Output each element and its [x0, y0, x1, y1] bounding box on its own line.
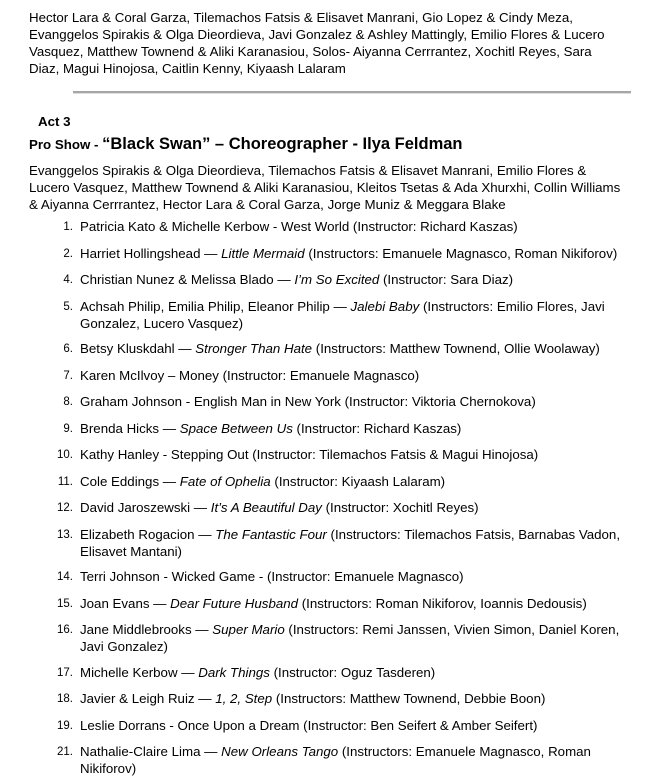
list-item-text — [80, 621, 625, 655]
performance-list-item — [29, 743, 625, 777]
song-title: Jalebi Baby — [350, 298, 420, 314]
list-item-text — [80, 218, 625, 236]
performance-list-item — [29, 473, 625, 491]
song-title: Dear Future Husband — [170, 595, 299, 611]
list-item-number: 6. — [63, 343, 73, 355]
list-item-text — [80, 499, 625, 517]
ensemble-names-paragraph: Hector Lara & Coral Garza, Tilemachos Fatsis & Elisavet Manrani, Gio Lopez & Cindy Meza, Evanggelos Spirakis & Olga Dieordieva, Javi Gonzalez & Ashley Mattingly, Emilio Flores & Lucero Vasquez, Matthew Townend & Aliki Karanasiou, Solos- Aiyanna Cerrrantez, Xochitl Reyes, Sara Diaz, Magui Hinojosa, Caitlin Kenny, Kiyaash Lalaram — [29, 10, 605, 76]
section-divider — [73, 91, 631, 94]
performance-list-item — [29, 568, 625, 586]
list-item-number: 10. — [57, 449, 73, 461]
song-title: It’s A Beautiful Day — [210, 500, 322, 515]
list-item-text — [80, 717, 625, 735]
text-segment: Michelle Kerbow — — [80, 664, 199, 680]
text-segment: Joan Evans — — [80, 595, 171, 611]
text-segment: (Instructors: Emilio Flores, Javi Gonzalez, Lucero Vasquez) — [80, 298, 605, 331]
text-segment: Cole Eddings — — [80, 473, 180, 489]
cast-names-paragraph: Evanggelos Spirakis & Olga Dieordieva, Tilemachos Fatsis & Elisavet Manrani, Emilio Flores & Lucero Vasquez, Matthew Townend & Aliki Karanasiou, Kleitos Tsetas & Ada Xhurxhi, Collin Williams & Aiyanna Cerrrantez, Hector Lara & Coral Garza, Jorge Muniz & Meggara Blake — [29, 163, 621, 212]
show-heading — [29, 134, 625, 155]
song-title: New Orleans Tango — [221, 744, 339, 759]
list-item-text — [80, 743, 625, 777]
text-segment: (Instructors: Roman Nikiforov, Ioannis Dedousis) — [298, 595, 587, 611]
text-segment: Betsy Kluskdahl — — [80, 341, 196, 356]
performance-list-item — [29, 420, 625, 438]
text-segment: (Instructor: Oguz Tasderen) — [269, 664, 436, 680]
song-title: Space Between Us — [179, 420, 293, 436]
list-item-text — [80, 367, 625, 385]
song-title: Fate of Ophelia — [179, 473, 271, 489]
song-title: Super Mario — [212, 622, 285, 637]
text-segment: Javier & Leigh Ruiz — — [80, 691, 216, 706]
song-title: Dark Things — [198, 664, 270, 680]
list-item-number: 21. — [57, 746, 73, 758]
list-item-number: 18. — [57, 693, 73, 705]
list-item-number: 1. — [63, 221, 73, 233]
list-item-number: 14. — [57, 571, 73, 583]
list-item-text — [80, 393, 625, 411]
text-segment: Terri Johnson - Wicked Game - (Instructor: Emanuele Magnasco) — [80, 569, 464, 584]
list-item-text — [80, 271, 625, 289]
list-item-number: 12. — [57, 502, 73, 514]
performance-list-item — [29, 218, 625, 236]
text-segment: Jane Middlebrooks — — [80, 622, 213, 637]
list-item-number: 5. — [63, 300, 73, 313]
text-segment: (Instructors: Tilemachos Fatsis, Barnabas Vadon, Elisavet Mantani) — [80, 526, 621, 559]
performance-list-item — [29, 245, 625, 263]
list-item-number: 13. — [57, 528, 73, 541]
performance-list-item — [29, 393, 625, 411]
list-item-number: 8. — [63, 396, 73, 408]
list-item-text — [80, 340, 625, 358]
list-item-text — [80, 298, 625, 332]
text-segment: Karen McIlvoy – Money (Instructor: Emanuele Magnasco) — [80, 367, 420, 383]
text-segment: (Instructors: Remi Janssen, Vivien Simon, Daniel Koren, Javi Gonzalez) — [80, 622, 620, 654]
text-segment: Kathy Hanley - Stepping Out (Instructor: Tilemachos Fatsis & Magui Hinojosa) — [80, 447, 539, 462]
text-segment: (Instructors: Emanuele Magnasco, Roman Nikiforov) — [80, 744, 591, 776]
text-segment: Leslie Dorrans - Once Upon a Dream (Instructor: Ben Seifert & Amber Seifert) — [80, 717, 538, 733]
performance-list-item — [29, 367, 625, 385]
performance-list — [29, 218, 625, 777]
performance-list-item — [29, 690, 625, 708]
performance-list-item — [29, 717, 625, 735]
text-segment: Harriet Hollingshead — — [80, 245, 222, 261]
performance-list-item — [29, 499, 625, 517]
list-item-text — [80, 420, 625, 438]
list-item-number: 11. — [57, 475, 73, 488]
text-segment: (Instructor: Xochitl Reyes) — [321, 500, 479, 515]
performance-list-item — [29, 446, 625, 464]
text-segment: Achsah Philip, Emilia Philip, Eleanor Philip — — [80, 298, 351, 314]
list-item-text — [80, 664, 625, 682]
text-segment: (Instructors: Emanuele Magnasco, Roman Nikiforov) — [304, 245, 618, 261]
show-heading-prefix: Pro Show - — [29, 137, 103, 152]
performance-list-item — [29, 621, 625, 655]
text-segment: (Instructor: Richard Kaszas) — [292, 420, 462, 436]
song-title: 1, 2, Step — [215, 691, 273, 706]
list-item-text — [80, 446, 625, 464]
song-title: Little Mermaid — [221, 245, 305, 261]
text-segment: Elizabeth Rogacion — — [80, 526, 216, 542]
text-segment: Graham Johnson - English Man in New York (Instructor: Viktoria Chernokova) — [80, 394, 536, 409]
list-item-number: 2. — [63, 247, 73, 260]
text-segment: Christian Nunez & Melissa Blado — — [80, 272, 295, 287]
text-segment: Nathalie-Claire Lima — — [80, 744, 222, 759]
list-item-text — [80, 690, 625, 708]
list-item-text — [80, 526, 625, 560]
performance-list-item — [29, 595, 625, 613]
list-item-number: 4. — [63, 274, 73, 286]
performance-list-item — [29, 664, 625, 682]
list-item-number: 17. — [57, 666, 73, 679]
performance-list-item — [29, 340, 625, 358]
performance-list-item — [29, 298, 625, 332]
act-heading: Act 3 — [38, 114, 71, 129]
list-item-number: 7. — [63, 369, 73, 382]
list-item-number: 16. — [57, 624, 73, 636]
text-segment: (Instructors: Matthew Townend, Ollie Woolaway) — [312, 341, 600, 356]
list-item-number: 15. — [57, 597, 73, 610]
text-segment: David Jaroszewski — — [80, 500, 211, 515]
song-title: Stronger Than Hate — [195, 341, 313, 356]
show-heading-title: “Black Swan” – Choreographer - Ilya Feldman — [102, 135, 463, 153]
text-segment: (Instructor: Kiyaash Lalaram) — [270, 473, 446, 489]
text-segment: Brenda Hicks — — [80, 420, 180, 436]
text-segment: Patricia Kato & Michelle Kerbow - West World (Instructor: Richard Kaszas) — [80, 219, 518, 234]
performance-list-item — [29, 526, 625, 560]
list-item-text — [80, 595, 625, 613]
list-item-number: 19. — [57, 719, 73, 732]
text-segment: (Instructor: Sara Diaz) — [379, 272, 514, 287]
song-title: I’m So Excited — [294, 272, 380, 287]
list-item-number: 9. — [63, 422, 73, 435]
song-title: The Fantastic Four — [215, 526, 327, 542]
list-item-text — [80, 245, 625, 263]
list-item-text — [80, 473, 625, 491]
list-item-text — [80, 568, 625, 586]
performance-list-item — [29, 271, 625, 289]
text-segment: (Instructors: Matthew Townend, Debbie Boon) — [272, 691, 546, 706]
